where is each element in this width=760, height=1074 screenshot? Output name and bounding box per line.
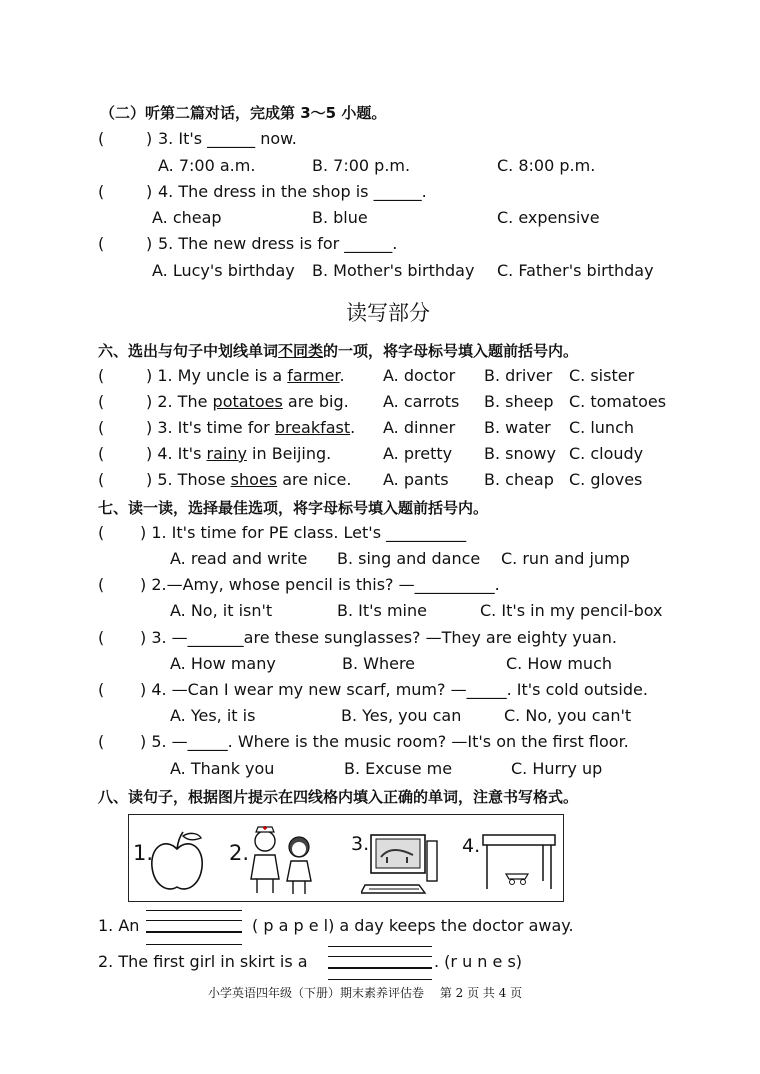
option-b: B. Where bbox=[342, 654, 416, 673]
answer-paren-open: ( bbox=[98, 444, 105, 463]
question-text bbox=[146, 418, 355, 437]
option-c: C. run and jump bbox=[501, 549, 630, 568]
answer-paren-close: ) bbox=[146, 234, 153, 253]
question-text-pre: ) 5. Those bbox=[146, 470, 231, 489]
answer-paren-open: ( bbox=[98, 732, 105, 751]
underlined-word: farmer bbox=[287, 366, 340, 385]
option-c: C. Hurry up bbox=[511, 759, 603, 778]
option-a: A. carrots bbox=[383, 392, 460, 411]
option-a: A. Lucy's birthday bbox=[152, 261, 295, 280]
question-text: ) bbox=[146, 129, 153, 148]
underlined-word: breakfast bbox=[274, 418, 351, 437]
option-b: B. cheap bbox=[484, 470, 554, 489]
option-c: C. cloudy bbox=[569, 444, 644, 463]
part6-header-text: 的一项，将字母标号填入题前括号内。 bbox=[323, 342, 579, 360]
question-text-pre: ) 1. My uncle is a bbox=[146, 366, 288, 385]
picture-strip bbox=[128, 814, 564, 902]
option-a: A. read and write bbox=[170, 549, 308, 568]
picture-number: 1. bbox=[133, 841, 154, 865]
answer-paren-open: ( bbox=[98, 182, 105, 201]
option-c: C. gloves bbox=[569, 470, 643, 489]
sentence-text: . (r u n e s) bbox=[434, 952, 523, 971]
option-c: C. No, you can't bbox=[504, 706, 632, 725]
option-b: B. driver bbox=[484, 366, 553, 385]
option-a: A. cheap bbox=[152, 208, 222, 227]
answer-paren-open: ( bbox=[98, 470, 105, 489]
question-text: 3. It's ______ now. bbox=[158, 129, 297, 148]
question-text: ) 1. It's time for PE class. Let's __________ bbox=[140, 523, 467, 542]
nurse-and-girl-icon bbox=[245, 821, 319, 899]
listening-header: （二）听第二篇对话，完成第 3～5 小题。 bbox=[100, 104, 387, 122]
option-c: C. tomatoes bbox=[569, 392, 667, 411]
option-c: C. sister bbox=[569, 366, 635, 385]
question-text: 4. The dress in the shop is ______. bbox=[158, 182, 427, 201]
question-text-pre: ) 2. The bbox=[146, 392, 213, 411]
answer-paren-open: ( bbox=[98, 418, 105, 437]
question-text-pre: ) 3. It's time for bbox=[146, 418, 275, 437]
answer-paren-open: ( bbox=[98, 628, 105, 647]
part7-header: 七、读一读，选择最佳选项，将字母标号填入题前括号内。 bbox=[98, 499, 489, 517]
desk-icon bbox=[481, 831, 557, 893]
option-b: B. Excuse me bbox=[344, 759, 453, 778]
option-c: C. 8:00 p.m. bbox=[497, 156, 596, 175]
answer-paren-open: ( bbox=[98, 680, 105, 699]
option-a: A. 7:00 a.m. bbox=[158, 156, 256, 175]
option-a: A. dinner bbox=[383, 418, 456, 437]
question-text: ) 4. —Can I wear my new scarf, mum? —_____. It's cold outside. bbox=[140, 680, 648, 699]
option-b: B. water bbox=[484, 418, 551, 437]
computer-icon bbox=[361, 827, 441, 897]
option-b: B. It's mine bbox=[337, 601, 427, 620]
answer-paren-open: ( bbox=[98, 129, 105, 148]
answer-paren-open: ( bbox=[98, 234, 105, 253]
question-text: 5. The new dress is for ______. bbox=[158, 234, 398, 253]
question-text-post: in Beijing. bbox=[246, 444, 332, 463]
question-text: ) 5. —_____. Where is the music room? —It's on the first floor. bbox=[140, 732, 629, 751]
option-c: C. Father's birthday bbox=[497, 261, 654, 280]
option-b: B. Mother's birthday bbox=[312, 261, 475, 280]
question-text-post: are big. bbox=[282, 392, 349, 411]
question-text bbox=[146, 366, 345, 385]
question-text-pre: ) 4. It's bbox=[146, 444, 207, 463]
option-a: A. Thank you bbox=[170, 759, 275, 778]
apple-icon bbox=[147, 829, 207, 895]
option-b: B. snowy bbox=[484, 444, 556, 463]
option-b: B. sing and dance bbox=[337, 549, 481, 568]
question-text bbox=[146, 392, 349, 411]
answer-paren-open: ( bbox=[98, 392, 105, 411]
answer-paren-open: ( bbox=[98, 523, 105, 542]
underlined-word: shoes bbox=[230, 470, 278, 489]
answer-paren-open: ( bbox=[98, 366, 105, 385]
option-b: B. 7:00 p.m. bbox=[312, 156, 411, 175]
option-a: A. doctor bbox=[383, 366, 456, 385]
question-text-post: are nice. bbox=[277, 470, 352, 489]
option-b: B. blue bbox=[312, 208, 368, 227]
question-text: ) 3. —_______are these sunglasses? —They are eighty yuan. bbox=[140, 628, 617, 647]
option-a: A. pants bbox=[383, 470, 449, 489]
option-a: A. Yes, it is bbox=[170, 706, 256, 725]
option-a: A. How many bbox=[170, 654, 276, 673]
answer-paren-open: ( bbox=[98, 575, 105, 594]
question-text bbox=[146, 444, 331, 463]
sentence-text: 1. An bbox=[98, 916, 140, 935]
option-c: C. How much bbox=[506, 654, 612, 673]
underlined-word: potatoes bbox=[212, 392, 283, 411]
option-b: B. Yes, you can bbox=[341, 706, 462, 725]
page-footer: 小学英语四年级（下册）期末素养评估卷 第 2 页 共 4 页 bbox=[208, 986, 523, 1000]
question-text-post: . bbox=[350, 418, 356, 437]
sentence-text: 2. The first girl in skirt is a bbox=[98, 952, 308, 971]
option-a: A. No, it isn't bbox=[170, 601, 273, 620]
question-text: ) 2.—Amy, whose pencil is this? —__________. bbox=[140, 575, 500, 594]
picture-number: 3. bbox=[351, 833, 370, 855]
sentence-text: ( p a p e l) a day keeps the doctor away. bbox=[252, 916, 574, 935]
underlined-word: rainy bbox=[206, 444, 247, 463]
option-a: A. pretty bbox=[383, 444, 453, 463]
part8-header: 八、读句子，根据图片提示在四线格内填入正确的单词，注意书写格式。 bbox=[98, 788, 579, 806]
option-c: C. lunch bbox=[569, 418, 635, 437]
part6-header-text: 六、选出与句子中划线单词 bbox=[98, 342, 279, 360]
question-text bbox=[146, 470, 351, 489]
option-c: C. expensive bbox=[497, 208, 600, 227]
option-b: B. sheep bbox=[484, 392, 554, 411]
picture-number: 2. bbox=[229, 841, 250, 865]
answer-paren-close: ) bbox=[146, 182, 153, 201]
part6-header-underlined: 不同类 bbox=[278, 342, 324, 360]
option-c: C. It's in my pencil-box bbox=[480, 601, 663, 620]
section-title: 读写部分 bbox=[346, 301, 430, 325]
picture-number: 4. bbox=[462, 835, 481, 857]
part6-header bbox=[98, 340, 578, 361]
question-text-post: . bbox=[339, 366, 345, 385]
